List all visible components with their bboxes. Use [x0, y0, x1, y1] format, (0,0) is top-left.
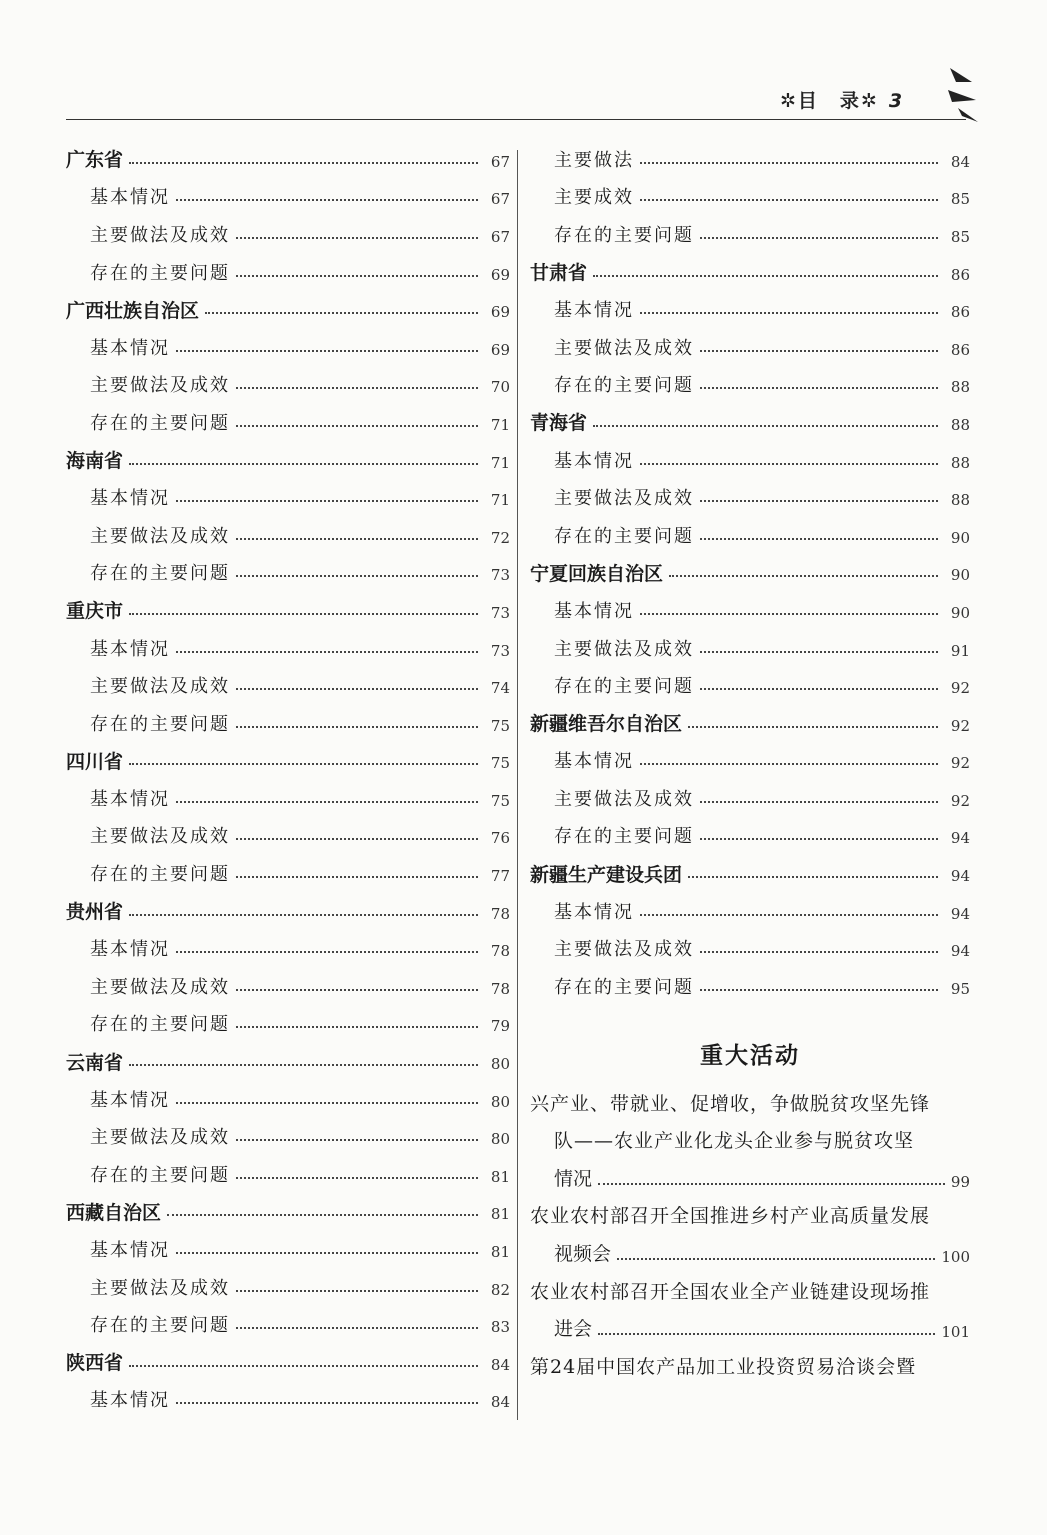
toc-entry-label: 主要做法及成效 — [554, 939, 694, 961]
toc-entry-subsection[interactable] — [530, 178, 970, 216]
dot-leader — [700, 387, 938, 389]
dot-leader — [129, 914, 478, 916]
toc-entry-label: 贵州省 — [66, 901, 124, 924]
toc-entry-label: 海南省 — [66, 450, 124, 473]
toc-entry-page: 67 — [490, 190, 510, 209]
toc-entry-page: 75 — [490, 716, 510, 735]
dot-leader — [700, 989, 938, 991]
dot-leader — [640, 463, 938, 465]
dot-leader — [236, 876, 478, 878]
toc-entry-page: 94 — [950, 829, 970, 848]
activity-page: 100 — [941, 1248, 970, 1267]
toc-entry-label: 陕西省 — [66, 1352, 124, 1375]
toc-entry-label: 云南省 — [66, 1051, 124, 1074]
toc-entry-label: 主要成效 — [554, 187, 634, 209]
toc-entry-label: 存在的主要问题 — [90, 412, 230, 434]
activity-title-line: 农业农村部召开全国推进乡村产业高质量发展 — [530, 1205, 931, 1228]
toc-entry-label: 主要做法及成效 — [90, 375, 230, 397]
toc-entry-region[interactable] — [66, 1343, 510, 1381]
dot-leader — [176, 801, 478, 803]
dot-leader — [129, 613, 478, 615]
dot-leader — [236, 538, 478, 540]
toc-entry-page: 88 — [950, 378, 970, 397]
toc-entry-subsection[interactable] — [66, 1080, 510, 1118]
dot-leader — [700, 838, 938, 840]
dot-leader — [236, 275, 478, 277]
toc-entry-region[interactable] — [530, 704, 970, 742]
dot-leader — [236, 838, 478, 840]
toc-entry-page: 77 — [490, 867, 510, 886]
dot-leader — [176, 199, 478, 201]
page-header — [0, 0, 1047, 130]
toc-entry-label: 西藏自治区 — [66, 1201, 162, 1224]
dot-leader — [176, 350, 478, 352]
toc-entry-page: 86 — [950, 340, 970, 359]
toc-entry-page: 81 — [490, 1205, 510, 1224]
toc-entry-label: 甘肃省 — [530, 262, 588, 285]
toc-entry-label: 存在的主要问题 — [90, 1164, 230, 1186]
toc-entry-subsection[interactable] — [530, 817, 970, 855]
toc-entry-subsection[interactable] — [530, 328, 970, 366]
toc-entry-label: 主要做法及成效 — [90, 1277, 230, 1299]
toc-entry-label: 主要做法及成效 — [554, 788, 694, 810]
dot-leader — [176, 951, 478, 953]
dot-leader — [640, 199, 938, 201]
toc-entry-page: 92 — [950, 754, 970, 773]
toc-entry-label: 基本情况 — [554, 751, 634, 773]
toc-entry-label: 主要做法及成效 — [90, 525, 230, 547]
toc-entry-subsection[interactable] — [530, 516, 970, 554]
toc-entry-label: 青海省 — [530, 412, 588, 435]
toc-entry-subsection[interactable] — [530, 290, 970, 328]
toc-left-column — [66, 140, 510, 1418]
toc-entry-label: 新疆维吾尔自治区 — [530, 713, 683, 736]
toc-entry-subsection[interactable] — [530, 929, 970, 967]
toc-entry-label: 重庆市 — [66, 600, 124, 623]
activity-page: 101 — [941, 1323, 970, 1342]
toc-entry-label: 主要做法及成效 — [90, 976, 230, 998]
toc-entry-page: 91 — [950, 641, 970, 660]
toc-entry-subsection[interactable] — [66, 1230, 510, 1268]
toc-entry-subsection[interactable] — [66, 215, 510, 253]
toc-entry-page: 85 — [950, 227, 970, 246]
dot-leader — [700, 801, 938, 803]
toc-entry-subsection[interactable] — [66, 554, 510, 592]
toc-entry-label: 主要做法及成效 — [554, 488, 694, 510]
toc-entry-subsection[interactable] — [530, 478, 970, 516]
dot-leader — [700, 500, 938, 502]
dot-leader — [176, 1402, 478, 1404]
toc-entry-label: 存在的主要问题 — [90, 563, 230, 585]
toc-entry-subsection[interactable] — [66, 929, 510, 967]
toc-entry-subsection[interactable] — [530, 140, 970, 178]
toc-entry-page: 83 — [490, 1318, 510, 1337]
activity-title-last-line — [530, 1311, 970, 1349]
dot-leader — [236, 989, 478, 991]
toc-entry-page: 78 — [490, 904, 510, 923]
toc-entry-label: 基本情况 — [554, 901, 634, 923]
toc-entry-label: 存在的主要问题 — [554, 826, 694, 848]
toc-entry-page: 81 — [490, 1167, 510, 1186]
toc-entry-page: 82 — [490, 1280, 510, 1299]
activity-title-line: 农业农村部召开全国农业全产业链建设现场推 — [530, 1280, 931, 1303]
toc-entry-region[interactable] — [66, 441, 510, 479]
toc-entry-region[interactable] — [530, 554, 970, 592]
activity-title-tail: 情况 — [554, 1167, 593, 1190]
toc-entry-label: 基本情况 — [90, 939, 170, 961]
toc-entry-label: 基本情况 — [90, 1390, 170, 1412]
dot-leader — [640, 613, 938, 615]
section-title-text: ✲目 录✲ — [780, 90, 879, 112]
toc-entry-region[interactable] — [66, 1042, 510, 1080]
toc-right-entries — [530, 140, 970, 1005]
dot-leader — [640, 312, 938, 314]
toc-entry-label: 基本情况 — [90, 638, 170, 660]
toc-entry-page: 86 — [950, 303, 970, 322]
dot-leader — [640, 162, 938, 164]
toc-entry-page: 84 — [490, 1355, 510, 1374]
toc-entry-page: 88 — [950, 453, 970, 472]
dot-leader — [688, 876, 938, 878]
toc-entry-subsection[interactable] — [66, 1305, 510, 1343]
activity-title-last-line — [530, 1236, 970, 1274]
toc-entry-page: 71 — [490, 415, 510, 434]
dot-leader — [236, 237, 478, 239]
toc-entry-label: 基本情况 — [90, 187, 170, 209]
toc-entry-region[interactable] — [530, 854, 970, 892]
toc-entry-subsection[interactable] — [66, 328, 510, 366]
toc-entry-region[interactable] — [530, 403, 970, 441]
dot-leader — [176, 651, 478, 653]
toc-entry-label: 存在的主要问题 — [90, 713, 230, 735]
toc-entry-page: 92 — [950, 679, 970, 698]
toc-entry-subsection[interactable] — [66, 629, 510, 667]
toc-entry-label: 基本情况 — [554, 450, 634, 472]
toc-entry-page: 92 — [950, 791, 970, 810]
activity-title-last-line — [530, 1161, 970, 1199]
toc-entry-label: 存在的主要问题 — [554, 676, 694, 698]
toc-entry-label: 新疆生产建设兵团 — [530, 863, 683, 886]
dot-leader — [598, 1183, 945, 1185]
toc-entry-label: 基本情况 — [90, 1240, 170, 1262]
dot-leader — [236, 1327, 478, 1329]
dot-leader — [129, 763, 478, 765]
toc-entry-region[interactable] — [66, 140, 510, 178]
toc-entry-label: 存在的主要问题 — [90, 1014, 230, 1036]
toc-right-column — [530, 140, 970, 1386]
toc-entry-page: 90 — [950, 603, 970, 622]
toc-entry-subsection[interactable] — [66, 1117, 510, 1155]
activity-entry[interactable] — [530, 1349, 970, 1387]
toc-entry-subsection[interactable] — [530, 215, 970, 253]
toc-entry-label: 存在的主要问题 — [90, 262, 230, 284]
toc-entry-region[interactable] — [530, 253, 970, 291]
toc-entry-subsection[interactable] — [530, 742, 970, 780]
toc-entry-label: 存在的主要问题 — [90, 864, 230, 886]
toc-entry-page: 85 — [950, 190, 970, 209]
dot-leader — [236, 1290, 478, 1292]
activity-title-line: 兴产业、带就业、促增收，争做脱贫攻坚先锋 — [530, 1092, 931, 1115]
dot-leader — [593, 425, 938, 427]
toc-entry-region[interactable] — [66, 892, 510, 930]
toc-entry-label: 基本情况 — [90, 488, 170, 510]
toc-entry-subsection[interactable] — [66, 666, 510, 704]
toc-entry-label: 存在的主要问题 — [90, 1315, 230, 1337]
toc-entry-page: 69 — [490, 303, 510, 322]
toc-entry-label: 主要做法及成效 — [554, 337, 694, 359]
dot-leader — [700, 951, 938, 953]
toc-entry-page: 78 — [490, 979, 510, 998]
toc-entry-page: 75 — [490, 791, 510, 810]
dot-leader — [167, 1214, 478, 1216]
toc-entry-page: 80 — [490, 1055, 510, 1074]
dot-leader — [205, 312, 478, 314]
toc-entry-page: 69 — [490, 265, 510, 284]
toc-entry-page: 76 — [490, 829, 510, 848]
toc-entry-region[interactable] — [66, 1193, 510, 1231]
toc-entry-subsection[interactable] — [66, 1005, 510, 1043]
activity-entry[interactable] — [530, 1198, 970, 1273]
toc-entry-subsection[interactable] — [66, 366, 510, 404]
toc-entry-subsection[interactable] — [530, 892, 970, 930]
toc-entry-label: 存在的主要问题 — [554, 224, 694, 246]
toc-entry-label: 四川省 — [66, 750, 124, 773]
toc-entry-subsection[interactable] — [66, 704, 510, 742]
toc-entry-page: 73 — [490, 603, 510, 622]
toc-entry-page: 67 — [490, 152, 510, 171]
toc-entry-label: 主要做法及成效 — [90, 826, 230, 848]
dot-leader — [617, 1258, 935, 1260]
dot-leader — [236, 425, 478, 427]
toc-entry-subsection[interactable] — [66, 1381, 510, 1419]
toc-entry-page: 74 — [490, 679, 510, 698]
toc-entry-subsection[interactable] — [66, 1155, 510, 1193]
activity-list — [530, 1086, 970, 1387]
activity-entry[interactable] — [530, 1274, 970, 1349]
dot-leader — [598, 1333, 935, 1335]
toc-entry-page: 86 — [950, 265, 970, 284]
toc-entry-page: 71 — [490, 453, 510, 472]
toc-entry-label: 主要做法 — [554, 149, 634, 171]
toc-entry-page: 88 — [950, 491, 970, 510]
column-divider — [517, 150, 518, 1420]
dot-leader — [700, 350, 938, 352]
toc-entry-page: 79 — [490, 1017, 510, 1036]
dot-leader — [236, 726, 478, 728]
dot-leader — [236, 1139, 478, 1141]
dot-leader — [236, 1026, 478, 1028]
toc-entry-label: 主要做法及成效 — [90, 1127, 230, 1149]
toc-entry-region[interactable] — [66, 742, 510, 780]
toc-entry-page: 84 — [950, 152, 970, 171]
toc-entry-page: 78 — [490, 942, 510, 961]
toc-entry-page: 80 — [490, 1092, 510, 1111]
dot-leader — [640, 763, 938, 765]
toc-entry-label: 基本情况 — [90, 1089, 170, 1111]
toc-entry-page: 81 — [490, 1243, 510, 1262]
toc-entry-page: 90 — [950, 566, 970, 585]
activity-title-line: 第24届中国农产品加工业投资贸易洽谈会暨 — [530, 1355, 917, 1378]
toc-entry-subsection[interactable] — [66, 253, 510, 291]
section-heading: 重大活动 — [700, 1042, 800, 1069]
dot-leader — [640, 914, 938, 916]
dot-leader — [176, 1102, 478, 1104]
dot-leader — [700, 688, 938, 690]
dot-leader — [176, 500, 478, 502]
toc-entry-page: 71 — [490, 491, 510, 510]
toc-entry-subsection[interactable] — [530, 779, 970, 817]
toc-entry-region[interactable] — [66, 290, 510, 328]
toc-entry-label: 主要做法及成效 — [554, 638, 694, 660]
toc-entry-label: 基本情况 — [554, 300, 634, 322]
toc-entry-subsection[interactable] — [530, 666, 970, 704]
toc-entry-subsection[interactable] — [530, 591, 970, 629]
activity-title-tail: 视频会 — [554, 1243, 612, 1266]
toc-entry-region[interactable] — [66, 591, 510, 629]
dot-leader — [129, 162, 478, 164]
toc-entry-page: 72 — [490, 528, 510, 547]
toc-entry-subsection[interactable] — [66, 478, 510, 516]
activity-page: 99 — [950, 1172, 970, 1191]
toc-entry-page: 94 — [950, 904, 970, 923]
dot-leader — [236, 387, 478, 389]
toc-entry-page: 70 — [490, 378, 510, 397]
toc-entry-subsection[interactable] — [530, 629, 970, 667]
running-title — [780, 86, 904, 113]
toc-entry-page: 94 — [950, 942, 970, 961]
toc-entry-label: 基本情况 — [90, 337, 170, 359]
header-rule — [66, 119, 966, 120]
toc-entry-subsection[interactable] — [66, 178, 510, 216]
dot-leader — [176, 1252, 478, 1254]
toc-entry-page: 84 — [490, 1393, 510, 1412]
dot-leader — [129, 1365, 478, 1367]
activity-title-line: 队——农业产业化龙头企业参与脱贫攻坚 — [554, 1130, 915, 1153]
activity-title-tail: 进会 — [554, 1318, 593, 1341]
toc-entry-subsection[interactable] — [66, 403, 510, 441]
dot-leader — [236, 688, 478, 690]
dot-leader — [129, 463, 478, 465]
toc-entry-label: 存在的主要问题 — [554, 375, 694, 397]
toc-entry-page: 73 — [490, 641, 510, 660]
toc-entry-label: 广西壮族自治区 — [66, 299, 200, 322]
toc-entry-page: 90 — [950, 528, 970, 547]
toc-entry-subsection[interactable] — [66, 1268, 510, 1306]
dot-leader — [669, 575, 938, 577]
toc-entry-page: 94 — [950, 867, 970, 886]
dot-leader — [688, 726, 938, 728]
toc-entry-label: 广东省 — [66, 149, 124, 172]
dot-leader — [129, 1064, 478, 1066]
toc-entry-label: 基本情况 — [554, 600, 634, 622]
toc-entry-page: 88 — [950, 415, 970, 434]
toc-entry-page: 73 — [490, 566, 510, 585]
dot-leader — [593, 275, 938, 277]
toc-entry-label: 基本情况 — [90, 788, 170, 810]
dot-leader — [700, 237, 938, 239]
toc-entry-subsection[interactable] — [66, 516, 510, 554]
toc-entry-label: 存在的主要问题 — [554, 525, 694, 547]
toc-entry-subsection[interactable] — [66, 967, 510, 1005]
toc-entry-subsection[interactable] — [66, 854, 510, 892]
toc-entry-subsection[interactable] — [530, 967, 970, 1005]
toc-entry-label: 主要做法及成效 — [90, 676, 230, 698]
toc-entry-subsection[interactable] — [66, 817, 510, 855]
toc-entry-page: 69 — [490, 340, 510, 359]
dot-leader — [236, 1177, 478, 1179]
toc-entry-subsection[interactable] — [530, 441, 970, 479]
toc-entry-label: 宁夏回族自治区 — [530, 562, 664, 585]
toc-entry-label: 存在的主要问题 — [554, 976, 694, 998]
toc-entry-page: 92 — [950, 716, 970, 735]
toc-entry-label: 主要做法及成效 — [90, 224, 230, 246]
page-number: 3 — [888, 90, 905, 112]
dot-leader — [236, 575, 478, 577]
toc-entry-page: 67 — [490, 227, 510, 246]
activity-entry[interactable] — [530, 1086, 970, 1199]
toc-entry-subsection[interactable] — [530, 366, 970, 404]
toc-entry-page: 80 — [490, 1130, 510, 1149]
dot-leader — [700, 651, 938, 653]
toc-entry-subsection[interactable] — [66, 779, 510, 817]
toc-entry-page: 95 — [950, 979, 970, 998]
toc-entry-page: 75 — [490, 754, 510, 773]
dot-leader — [700, 538, 938, 540]
